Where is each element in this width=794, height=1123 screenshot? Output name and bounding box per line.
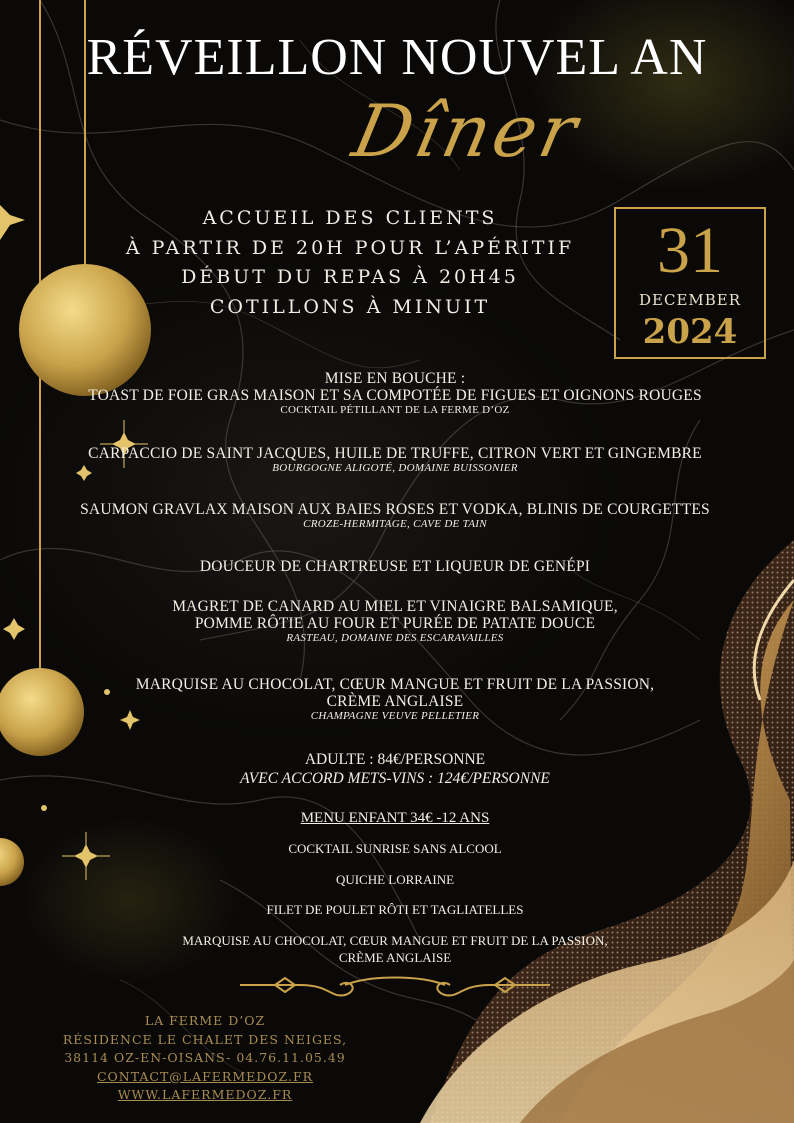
course-line: TOAST DE FOIE GRAS MAISON ET SA COMPOTÉE DE FIGUES ET OIGNONS ROUGES <box>88 387 702 404</box>
course-line: MISE EN BOUCHE : <box>324 370 466 387</box>
wine-pairing: CHAMPAGNE VEUVE PELLETIER <box>310 710 480 722</box>
restaurant-name: LA FERME D’OZ <box>144 1013 266 1028</box>
kids-menu-item: MARQUISE AU CHOCOLAT, CŒUR MANGUE ET FRUIT DE LA PASSION, CRÈME ANGLAISE <box>182 933 608 965</box>
course-duck <box>60 598 730 645</box>
schedule-line: DÉBUT DU REPAS À 20H45 <box>181 266 519 288</box>
course-amuse-bouche <box>60 370 730 417</box>
course-line: SAUMON GRAVLAX MAISON AUX BAIES ROSES ET VODKA, BLINIS DE COURGETTES <box>80 501 710 518</box>
schedule-line: À PARTIR DE 20H POUR L’APÉRITIF <box>125 236 575 259</box>
wine-pairing: COCKTAIL PÉTILLANT DE LA FERME D’OZ <box>280 404 510 416</box>
adult-price: ADULTE : 84€/PERSONNE <box>304 751 486 768</box>
course-line: DOUCEUR DE CHARTREUSE ET LIQUEUR DE GENÉPI <box>199 558 591 575</box>
course-line: POMME RÔTIE AU FOUR ET PURÉE DE PATATE DOUCE <box>194 615 596 632</box>
schedule-line: COTILLONS À MINUIT <box>209 295 491 318</box>
course-line: CRÈME ANGLAISE <box>326 693 464 710</box>
course-line: MAGRET DE CANARD AU MIEL ET VINAIGRE BALSAMIQUE, <box>172 598 618 615</box>
course-carpaccio <box>60 445 730 475</box>
wine-pairing: CROZE-HERMITAGE, CAVE DE TAIN <box>303 518 487 530</box>
date-month: DECEMBER <box>638 291 742 309</box>
page-title: RÉVEILLON NOUVEL AN <box>86 29 708 86</box>
date-day: 31 <box>657 214 723 287</box>
page-subtitle: Dîner <box>346 89 589 173</box>
kids-menu-item: QUICHE LORRAINE <box>335 872 455 887</box>
wine-pairing: BOURGOGNE ALIGOTÉ, DOMAINE BUISSONIER <box>272 462 518 474</box>
course-line: MARQUISE AU CHOCOLAT, CŒUR MANGUE ET FRUIT DE LA PASSION, <box>135 676 655 693</box>
course-line: CARPACCIO DE SAINT JACQUES, HUILE DE TRUFFE, CITRON VERT ET GINGEMBRE <box>88 445 702 462</box>
pairing-price: AVEC ACCORD METS-VINS : 124€/PERSONNE <box>240 770 550 787</box>
address-line: RÉSIDENCE LE CHALET DES NEIGES, <box>62 1031 348 1047</box>
kids-menu-item: FILET DE POULET RÔTI ET TAGLIATELLES <box>266 902 524 917</box>
course-salmon <box>60 501 730 531</box>
flourish-divider <box>240 978 550 996</box>
wine-pairing: RASTEAU, DOMAINE DES ESCARAVAILLES <box>286 632 504 644</box>
contact-footer <box>40 1012 370 1105</box>
date-badge <box>614 207 766 359</box>
kids-menu-title: MENU ENFANT 34€ -12 ANS <box>300 810 490 826</box>
kids-menu-item: COCKTAIL SUNRISE SANS ALCOOL <box>288 841 502 856</box>
ornament-ball-small <box>0 838 24 886</box>
course-dessert <box>60 676 730 723</box>
course-sorbet <box>60 558 730 575</box>
city-phone-line: 38114 OZ-EN-OISANS- 04.76.11.05.49 <box>64 1050 346 1065</box>
date-year: 2024 <box>642 312 738 352</box>
email-link[interactable]: CONTACT@LAFERMEDOZ.FR <box>96 1068 314 1084</box>
schedule-line: ACCUEIL DES CLIENTS <box>202 207 498 229</box>
website-link[interactable]: WWW.LAFERMEDOZ.FR <box>117 1087 293 1102</box>
event-schedule <box>100 204 600 322</box>
